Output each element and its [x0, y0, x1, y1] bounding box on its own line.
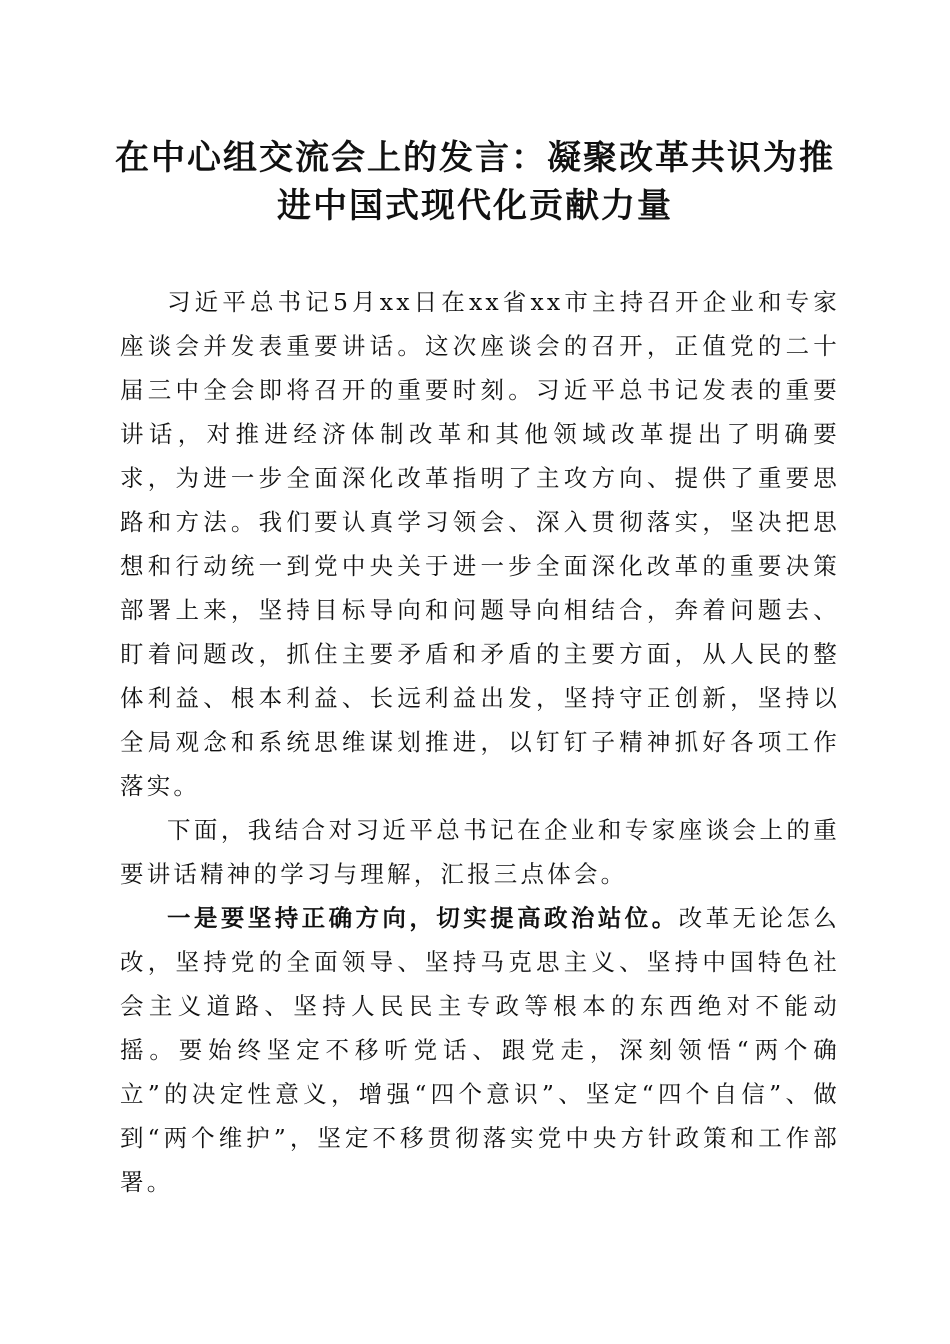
paragraph-lead-heading: 一是要坚持正确方向，切实提高政治站位。 [167, 904, 679, 932]
document-body [120, 280, 840, 1204]
paragraph-transition [120, 808, 840, 896]
document-title [100, 134, 850, 230]
paragraph-intro [120, 280, 840, 808]
paragraph-point-one [120, 896, 840, 1204]
paragraph-text: 下面，我结合对习近平总书记在企业和专家座谈会上的重要讲话精神的学习与理解，汇报三点体会。 [120, 816, 840, 888]
title-line-1: 在中心组交流会上的发言：凝聚改革共识为推 [115, 138, 835, 178]
paragraph-text: 习近平总书记5月xx日在xx省xx市主持召开企业和专家座谈会并发表重要讲话。这次座谈会的召开，正值党的二十届三中全会即将召开的重要时刻。习近平总书记发表的重要讲话，对推进经济体制改革和其他领域改革提出了明确要求，为进一步全面深化改革指明了主攻方向、提供了重要思路和方法。我们要认真学习领会、深入贯彻落实，坚决把思想和行动统一到党中央关于进一步全面深化改革的重要决策部署上来，坚持目标导向和问题导向相结合，奔着问题去、盯着问题改，抓住主要矛盾和矛盾的主要方面，从人民的整体利益、根本利益、长远利益出发，坚持守正创新，坚持以全局观念和系统思维谋划推进，以钉钉子精神抓好各项工作落实。 [120, 288, 840, 800]
title-line-2: 进中国式现代化贡献力量 [277, 186, 673, 226]
paragraph-text: 改革无论怎么改，坚持党的全面领导、坚持马克思主义、坚持中国特色社会主义道路、坚持人民民主专政等根本的东西绝对不能动摇。要始终坚定不移听党话、跟党走，深刻领悟“两个确立”的决定性意义，增强“四个意识”、坚定“四个自信”、做到“两个维护”，坚定不移贯彻落实党中央方针政策和工作部署。 [120, 904, 840, 1196]
